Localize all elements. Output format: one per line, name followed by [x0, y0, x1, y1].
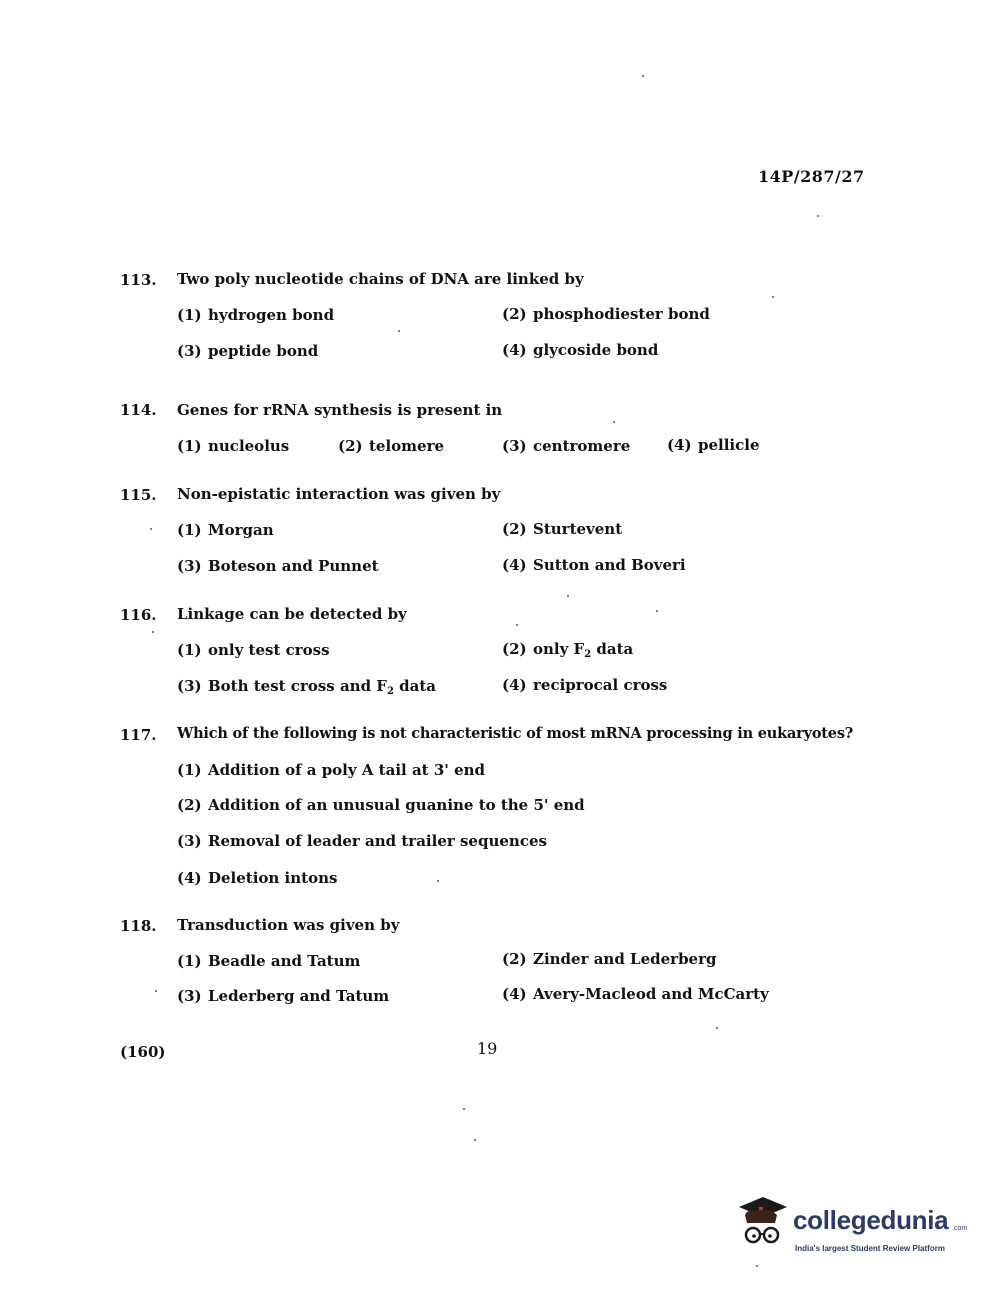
option-1 [177, 521, 274, 539]
option-text: reciprocal cross [533, 676, 668, 694]
scan-speck [817, 215, 819, 217]
option-number: (1) [177, 952, 202, 970]
option-4 [502, 556, 686, 574]
option-text: Morgan [208, 521, 274, 539]
option-2 [338, 437, 444, 455]
option-text: centromere [533, 437, 631, 455]
option-number: (1) [177, 437, 202, 455]
scan-speck [772, 296, 774, 298]
option-text: pellicle [698, 436, 760, 454]
scan-speck [642, 75, 644, 77]
option-number: (4) [502, 985, 527, 1003]
option-text: Boteson and Punnet [208, 557, 379, 575]
option-number: (1) [177, 306, 202, 324]
option-text: Sutton and Boveri [533, 556, 686, 574]
option-number: (2) [177, 796, 202, 814]
option-4 [502, 985, 769, 1003]
scan-speck [656, 610, 658, 612]
option-number: (3) [177, 677, 202, 695]
option-number: (3) [177, 832, 202, 850]
option-text: hydrogen bond [208, 306, 335, 324]
option-3 [177, 342, 318, 360]
option-3 [177, 987, 389, 1005]
option-4 [177, 869, 337, 887]
scan-speck [474, 1139, 476, 1141]
question-number: 118. [120, 917, 157, 935]
scan-speck [516, 624, 518, 626]
question-number: 113. [120, 271, 157, 289]
scan-speck [567, 595, 569, 597]
brand-suffix: .com [952, 1225, 968, 1232]
option-text: Both test cross and F [208, 677, 387, 695]
scan-speck [155, 990, 157, 992]
option-text: only F [533, 640, 585, 658]
page-number: 19 [477, 1039, 498, 1058]
option-3 [177, 677, 436, 697]
question-number: 117. [120, 726, 157, 744]
question-text: Transduction was given by [177, 916, 400, 934]
option-number: (2) [502, 950, 527, 968]
question-text: Non-epistatic interaction was given by [177, 485, 501, 503]
option-number: (2) [502, 520, 527, 538]
option-4 [502, 341, 658, 359]
option-text: Beadle and Tatum [208, 952, 361, 970]
option-3 [177, 557, 379, 575]
paper-code: 14P/287/27 [758, 167, 865, 186]
scan-speck [398, 330, 400, 332]
option-number: (4) [502, 341, 527, 359]
mascot-icon [739, 1197, 787, 1242]
scan-speck [463, 1108, 465, 1110]
option-1 [177, 761, 485, 779]
question-text: Genes for rRNA synthesis is present in [177, 401, 503, 419]
option-2 [502, 640, 633, 660]
brand-tagline: India's largest Student Review Platform [795, 1244, 945, 1253]
booklet-count: (160) [120, 1043, 166, 1061]
option-text: Sturtevent [533, 520, 623, 538]
option-4 [667, 436, 760, 454]
scan-speck [613, 421, 615, 423]
option-text: Deletion intons [208, 869, 338, 887]
option-text: Addition of a poly A tail at 3' end [208, 761, 486, 779]
option-number: (1) [177, 761, 202, 779]
option-number: (3) [177, 342, 202, 360]
scan-speck [150, 528, 152, 530]
option-text: Addition of an unusual guanine to the 5' end [208, 796, 585, 814]
option-text-after: data [591, 640, 634, 658]
option-text: nucleolus [208, 437, 290, 455]
option-1 [177, 641, 330, 659]
option-number: (2) [502, 640, 527, 658]
option-text-after: data [393, 677, 436, 695]
scan-speck [437, 880, 439, 882]
question-text: Two poly nucleotide chains of DNA are linked by [177, 270, 584, 288]
option-1 [177, 952, 360, 970]
option-number: (3) [502, 437, 527, 455]
option-1 [177, 306, 334, 324]
option-2 [502, 520, 622, 538]
question-number: 114. [120, 401, 157, 419]
question-number: 116. [120, 606, 157, 624]
option-2 [502, 305, 710, 323]
option-3 [177, 832, 547, 850]
option-number: (2) [338, 437, 363, 455]
option-1 [177, 437, 289, 455]
scan-speck [716, 1027, 718, 1029]
option-text: Lederberg and Tatum [208, 987, 390, 1005]
option-text: peptide bond [208, 342, 319, 360]
subscript: 2 [584, 649, 592, 660]
question-text: Linkage can be detected by [177, 605, 407, 623]
brand-name: collegedunia [793, 1205, 949, 1235]
option-text: phosphodiester bond [533, 305, 710, 323]
option-4 [502, 676, 667, 694]
scan-speck [756, 1265, 758, 1267]
option-number: (1) [177, 521, 202, 539]
question-text: Which of the following is not characteristic of most mRNA processing in eukaryotes? [177, 725, 854, 742]
option-text: telomere [369, 437, 445, 455]
option-number: (3) [177, 557, 202, 575]
scan-speck [152, 631, 154, 633]
option-number: (4) [177, 869, 202, 887]
option-text: Removal of leader and trailer sequences [208, 832, 547, 850]
option-number: (2) [502, 305, 527, 323]
option-number: (4) [667, 436, 692, 454]
option-text: glycoside bond [533, 341, 659, 359]
option-2 [502, 950, 717, 968]
option-number: (4) [502, 556, 527, 574]
subscript: 2 [386, 686, 394, 697]
option-text: Zinder and Lederberg [533, 950, 717, 968]
option-3 [502, 437, 630, 455]
question-number: 115. [120, 486, 157, 504]
option-text: Avery-Macleod and McCarty [533, 985, 769, 1003]
option-number: (1) [177, 641, 202, 659]
option-number: (3) [177, 987, 202, 1005]
option-2 [177, 796, 585, 814]
option-text: only test cross [208, 641, 330, 659]
option-number: (4) [502, 676, 527, 694]
